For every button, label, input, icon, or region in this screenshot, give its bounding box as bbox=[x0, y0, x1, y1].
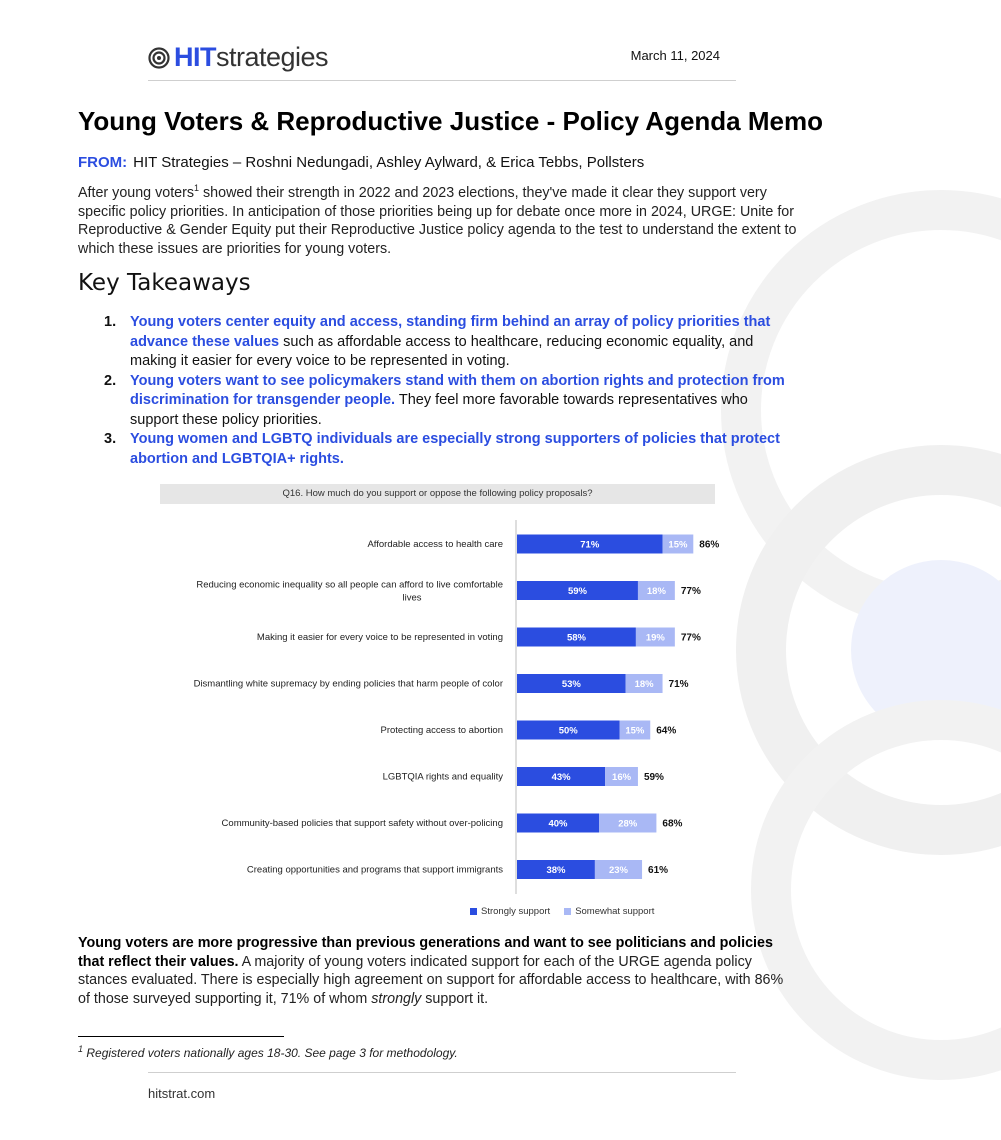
bar-value-label: 59% bbox=[567, 586, 587, 597]
category-label: Creating opportunities and programs that support immigrants bbox=[246, 864, 503, 876]
from-line bbox=[78, 154, 644, 171]
hit-strategies-logo bbox=[148, 42, 328, 73]
category-label: LGBTQIA rights and equality bbox=[382, 771, 503, 783]
chart-title: Q16. How much do you support or oppose the following policy proposals? bbox=[160, 484, 715, 504]
category-label: Dismantling white supremacy by ending policies that harm people of color bbox=[193, 678, 503, 690]
bar-value-label: 16% bbox=[612, 772, 632, 783]
total-value-label: 64% bbox=[656, 725, 677, 737]
takeaway-item: 1. Young voters center equity and access, standing firm behind an array of policy priorities that advance these values such as affordable access to healthcare, reducing economic equality, and making it easier for every voice to be represented in voting. bbox=[104, 314, 771, 369]
legend-swatch bbox=[564, 908, 571, 915]
logo-text: HITstrategies bbox=[174, 42, 329, 72]
legend-swatch bbox=[470, 908, 477, 915]
footer-website: hitstrat.com bbox=[148, 1086, 216, 1101]
key-takeaways-heading: Key Takeaways bbox=[78, 270, 251, 296]
bar-value-label: 18% bbox=[634, 679, 654, 690]
target-logo-icon bbox=[148, 47, 170, 69]
from-label: FROM: bbox=[78, 154, 128, 171]
intro-paragraph: After young voters$^1$ showed their strength in 2022 and 2023 elections, they've made it clear they support very specific policy priorities. In anticipation of those priorities being up for debate once more in 2024, URGE: Unite for Reproductive & Gender Equity put their Reproductive Justice policy agenda to the test to understand the extent to which these issues are priorities for young voters. bbox=[78, 183, 797, 257]
chart-plot bbox=[160, 484, 720, 904]
category-label: Protecting access to abortion bbox=[380, 725, 503, 736]
category-label: Community-based policies that support safety without over-policing bbox=[221, 818, 503, 829]
legend-strongly: Strongly support bbox=[470, 906, 550, 917]
footnote: $^1$ Registered voters nationally ages 18-30. See page 3 for methodology. bbox=[78, 1044, 458, 1060]
footnote-divider bbox=[78, 1036, 284, 1037]
bar-value-label: 71% bbox=[580, 539, 600, 551]
takeaway-item: 3. Young women and LGBTQ individuals are especially strong supporters of policies that protect abortion and LGBTQIA+ rights. bbox=[104, 431, 780, 467]
bar-value-label: 50% bbox=[558, 725, 578, 737]
bar-value-label: 40% bbox=[548, 818, 568, 830]
category-label: Reducing economic inequality so all people can afford to live comfortable lives bbox=[196, 579, 503, 604]
page-header bbox=[148, 40, 736, 81]
key-takeaways-list bbox=[104, 313, 794, 469]
bar-value-label: 23% bbox=[608, 865, 628, 876]
bar-value-label: 43% bbox=[551, 772, 571, 783]
bar-value-label: 53% bbox=[561, 679, 581, 690]
bar-value-label: 15% bbox=[625, 725, 645, 737]
bar-value-label: 15% bbox=[668, 539, 688, 551]
total-value-label: 71% bbox=[668, 679, 689, 690]
category-label: Making it easier for every voice to be represented in voting bbox=[256, 632, 503, 643]
total-value-label: 59% bbox=[643, 772, 664, 783]
bar-value-label: 19% bbox=[645, 632, 665, 644]
legend-somewhat: Somewhat support bbox=[564, 906, 654, 917]
bar-value-label: 38% bbox=[546, 865, 566, 876]
bar-value-label: 58% bbox=[566, 632, 586, 644]
memo-date: March 11, 2024 bbox=[630, 48, 720, 63]
chart-legend bbox=[470, 906, 654, 917]
total-value-label: 77% bbox=[680, 586, 701, 597]
takeaway-item: 2. Young voters want to see policymakers stand with them on abortion rights and protection from discrimination for transgender people. They feel more favorable towards representatives who support these policy priorities. bbox=[104, 372, 785, 428]
bar-value-label: 28% bbox=[618, 818, 638, 830]
footnote-ref: 1 bbox=[194, 183, 200, 194]
bar-value-label: 18% bbox=[646, 586, 666, 597]
policy-support-chart bbox=[160, 484, 720, 924]
summary-paragraph: Young voters are more progressive than previous generations and want to see politicians and policies that reflect their values. A majority of young voters indicated support for each of the URGE agenda policy stances evaluated. There is especially high agreement on support for affordable access to healthcare, with 86% of those surveyed supporting it, 71% of whom strongly support it. bbox=[78, 935, 784, 1007]
page-title: Young Voters & Reproductive Justice - Policy Agenda Memo bbox=[78, 106, 823, 136]
total-value-label: 77% bbox=[680, 632, 701, 644]
total-value-label: 68% bbox=[662, 818, 683, 830]
category-label: Affordable access to health care bbox=[367, 539, 503, 550]
total-value-label: 86% bbox=[699, 539, 720, 551]
footer-divider bbox=[148, 1072, 736, 1073]
total-value-label: 61% bbox=[648, 865, 669, 876]
from-authors: HIT Strategies – Roshni Nedungadi, Ashley Aylward, & Erica Tebbs, Pollsters bbox=[133, 154, 645, 171]
